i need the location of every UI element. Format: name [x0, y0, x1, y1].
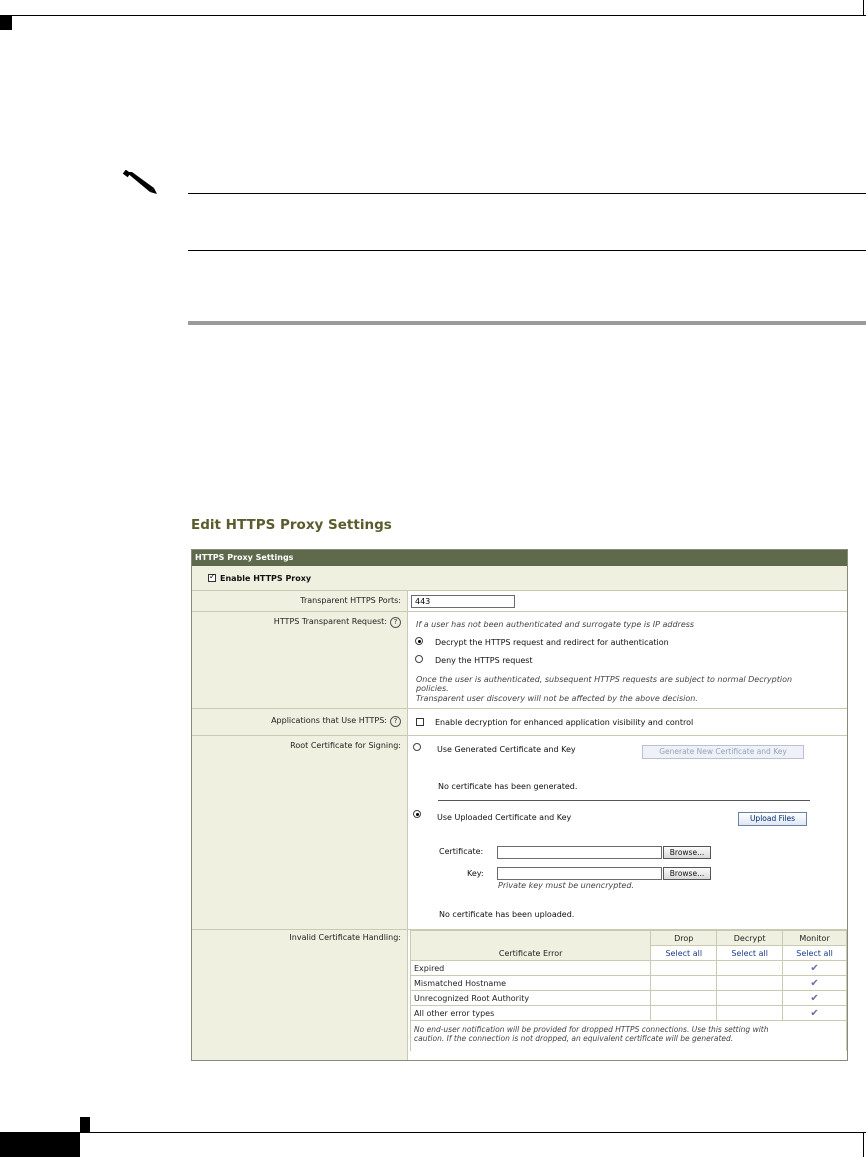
- certificate-browse-button[interactable]: Browse...: [663, 846, 711, 859]
- footer-rule-end: [863, 1133, 864, 1157]
- table-row: [411, 961, 847, 976]
- upload-files-button[interactable]: Upload Files: [738, 812, 807, 826]
- checkmark-icon[interactable]: ✔: [783, 961, 847, 976]
- decrypt-request-label: Decrypt the HTTPS request and redirect for authentication: [435, 638, 669, 647]
- drop-cell[interactable]: [651, 961, 717, 976]
- invalid-certificate-note: [411, 1021, 847, 1051]
- certificate-file-input[interactable]: [497, 846, 662, 859]
- enable-https-proxy-checkbox[interactable]: [208, 574, 216, 582]
- checkmark-icon[interactable]: ✔: [783, 1006, 847, 1021]
- header-block: [0, 16, 12, 30]
- header-rule-end: [863, 0, 864, 16]
- certificate-error-header: Certificate Error: [411, 931, 651, 961]
- footer-rule: [0, 1132, 866, 1133]
- decrypt-select-all-link[interactable]: Select all: [717, 946, 783, 961]
- drop-cell[interactable]: [651, 1006, 717, 1021]
- transparent-request-note-3: Transparent user discovery will not be affected by the above decision.: [416, 694, 698, 703]
- transparent-ports-label: Transparent HTTPS Ports:: [300, 596, 401, 605]
- https-proxy-settings-panel: [191, 549, 848, 1061]
- table-row: [411, 1006, 847, 1021]
- panel-title: HTTPS Proxy Settings: [192, 550, 847, 566]
- deny-request-label: Deny the HTTPS request: [435, 656, 533, 665]
- table-row: [411, 991, 847, 1006]
- error-name: Mismatched Hostname: [411, 976, 651, 991]
- transparent-request-note-1: Once the user is authenticated, subsequent HTTPS requests are subject to normal Decryption: [416, 675, 793, 684]
- note-bottom-rule: [188, 250, 866, 251]
- generate-certificate-button[interactable]: Generate New Certificate and Key: [642, 745, 804, 759]
- drop-select-all-link[interactable]: Select all: [651, 946, 717, 961]
- applications-label: Applications that Use HTTPS: ?: [271, 716, 401, 727]
- decrypt-cell[interactable]: [717, 1006, 783, 1021]
- uploaded-status: No certificate has been uploaded.: [439, 910, 575, 919]
- generated-status: No certificate has been generated.: [438, 782, 578, 791]
- decrypt-cell[interactable]: [717, 976, 783, 991]
- root-certificate-label: Root Certificate for Signing:: [290, 741, 401, 750]
- drop-cell[interactable]: [651, 991, 717, 1006]
- checkmark-icon[interactable]: ✔: [783, 976, 847, 991]
- note-top-rule: [188, 193, 866, 194]
- transparent-request-label: HTTPS Transparent Request: ?: [274, 617, 401, 628]
- key-label: Key:: [467, 869, 484, 878]
- drop-header: Drop: [651, 931, 717, 946]
- key-hint: Private key must be unencrypted.: [498, 881, 634, 890]
- use-generated-radio[interactable]: [413, 743, 421, 751]
- root-certificate-row: [192, 736, 847, 930]
- deny-request-radio[interactable]: [415, 655, 423, 663]
- enable-https-proxy-row: [192, 566, 847, 591]
- monitor-select-all-link[interactable]: Select all: [783, 946, 847, 961]
- monitor-header: Monitor: [783, 931, 847, 946]
- key-file-input[interactable]: [497, 867, 662, 880]
- certificate-divider: [438, 800, 810, 801]
- footer-block: [0, 1133, 80, 1157]
- use-uploaded-label: Use Uploaded Certificate and Key: [437, 813, 572, 822]
- application-decryption-checkbox[interactable]: [416, 718, 424, 726]
- table-row: [411, 976, 847, 991]
- decrypt-cell[interactable]: [717, 961, 783, 976]
- enable-https-proxy-label: Enable HTTPS Proxy: [220, 574, 312, 583]
- decrypt-header: Decrypt: [717, 931, 783, 946]
- section-rule: [188, 321, 866, 325]
- transparent-request-intro: If a user has not been authenticated and surrogate type is IP address: [416, 620, 695, 629]
- transparent-ports-input[interactable]: 443: [411, 595, 515, 608]
- header-rule: [0, 15, 866, 16]
- help-icon[interactable]: ?: [390, 617, 401, 628]
- invalid-certificate-note-1: No end-user notification will be provided for dropped HTTPS connections. Use this setting with: [414, 1025, 769, 1034]
- checkmark-icon[interactable]: ✔: [783, 991, 847, 1006]
- certificate-label: Certificate:: [439, 847, 484, 856]
- decrypt-cell[interactable]: [717, 991, 783, 1006]
- footer-notch: [80, 1117, 90, 1132]
- decrypt-request-radio[interactable]: [415, 637, 423, 645]
- application-decryption-label: Enable decryption for enhanced application visibility and control: [435, 718, 694, 727]
- key-browse-button[interactable]: Browse...: [663, 867, 711, 880]
- help-icon[interactable]: ?: [390, 716, 401, 727]
- page-title: Edit HTTPS Proxy Settings: [191, 517, 392, 533]
- invalid-certificate-label: Invalid Certificate Handling:: [289, 933, 401, 942]
- drop-cell[interactable]: [651, 976, 717, 991]
- transparent-request-note-2: policies.: [416, 684, 449, 693]
- error-name: Unrecognized Root Authority: [411, 991, 651, 1006]
- use-uploaded-radio[interactable]: [413, 810, 421, 818]
- error-name: Expired: [411, 961, 651, 976]
- pencil-icon: [120, 170, 158, 196]
- invalid-certificate-note-2: caution. If the connection is not dropped, an equivalent certificate will be generated.: [414, 1034, 734, 1043]
- transparent-ports-row: [192, 591, 847, 612]
- transparent-request-row: [192, 612, 847, 709]
- applications-row: [192, 709, 847, 736]
- certificate-error-table: [410, 930, 847, 1051]
- use-generated-label: Use Generated Certificate and Key: [437, 745, 576, 754]
- error-name: All other error types: [411, 1006, 651, 1021]
